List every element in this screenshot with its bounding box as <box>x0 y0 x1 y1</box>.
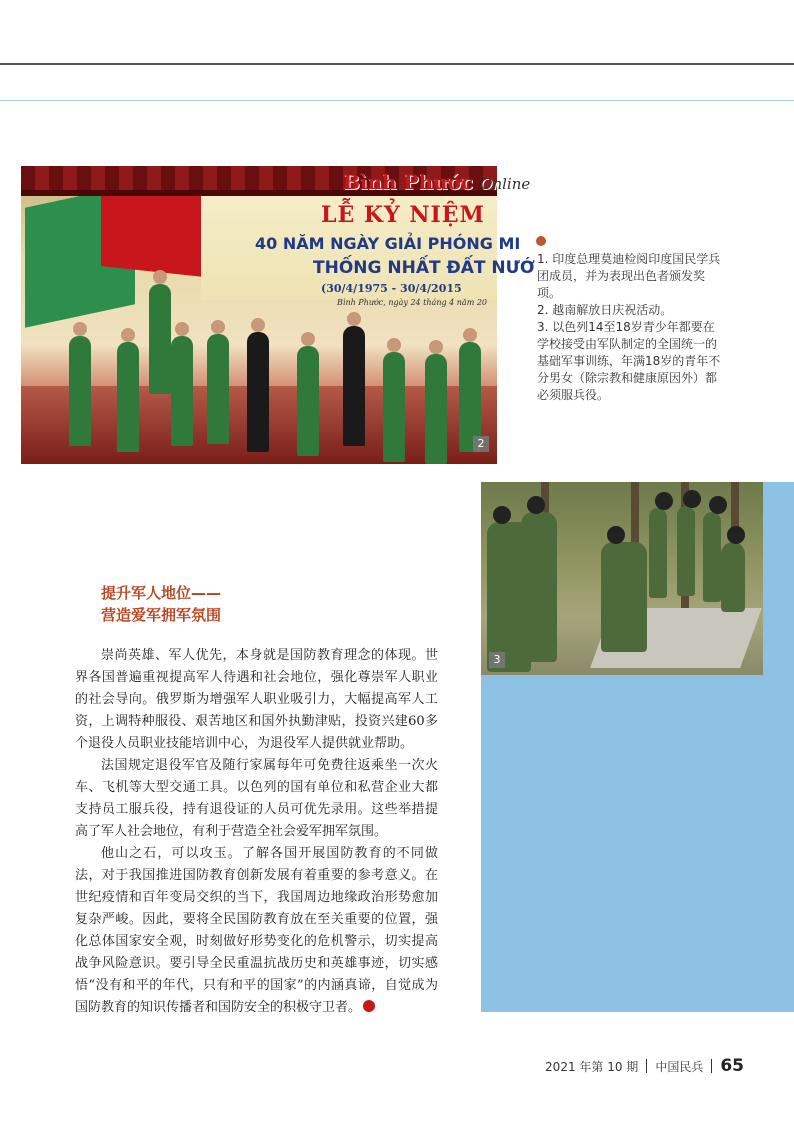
photo-dancer <box>297 346 319 456</box>
article-paragraph <box>75 843 438 1019</box>
photo-banner-line2: 40 NĂM NGÀY GIẢI PHÓNG MI <box>255 234 521 253</box>
photo-dancer <box>117 342 139 452</box>
photo-soldier <box>521 512 557 662</box>
photo-soldier <box>677 506 695 596</box>
caption-item: 2. 越南解放日庆祝活动。 <box>537 303 673 317</box>
photo-captions <box>537 251 723 404</box>
page-number: 65 <box>720 1056 744 1076</box>
photo-soldier <box>703 512 721 602</box>
article-paragraph-text: 他山之石，可以攻玉。了解各国开展国防教育的不同做法，对于我国推进国防教育创新发展有着重要的参考意义。在世纪疫情和百年变局交织的当下，我国周边地缘政治形势愈加复杂严峻。因此，要将全民国防教育放在至关重要的位置，强化总体国家安全观，时刻做好形势变化的危机警示，切实提高战争风险意识。要引导全民重温抗战历史和英雄事迹，切实感悟“没有和平的年代，只有和平的国家”的内涵真谛，自觉成为国防教育的知识传播者和国防安全的积极守卫者。 <box>75 846 438 1015</box>
article-paragraph: 崇尚英雄、军人优先，本身就是国防教育理念的体现。世界各国普遍重视提高军人待遇和社会地位，强化尊崇军人职业的社会导向。俄罗斯为增强军人职业吸引力，大幅提高军人工资，上调特种服役、艰苦地区和国外执勤津贴，投资兴建60多个退役人员职业技能培训中心，为退役军人提供就业帮助。 <box>75 648 438 751</box>
photo-banner-line5: Bình Phước, ngày 24 tháng 4 năm 20 <box>337 298 487 307</box>
article-paragraph: 法国规定退役军官及随行家属每年可免费往返乘坐一次火车、飞机等大型交通工具。以色列的国有单位和私营企业大都支持员工服兵役，持有退役证的人员可优先录用。这些举措提高了军人社会地位，有利于营造全社会爱军拥军氛围。 <box>75 758 438 839</box>
top-rule-light <box>0 100 794 101</box>
footer-magazine: 中国民兵 <box>655 1059 704 1074</box>
photo-number-badge: 3 <box>489 652 505 668</box>
photo-soldier <box>601 542 647 652</box>
end-mark-icon <box>363 1000 375 1012</box>
photo-banner-line1: LỄ KỶ NIỆM <box>321 202 485 228</box>
photo-israel-training <box>481 482 763 675</box>
photo-dancer <box>171 336 193 446</box>
photo-banner-brand: Bình Phước Online <box>343 170 531 194</box>
section-heading-line2: 营造爱军拥军氛围 <box>101 606 222 624</box>
article-body <box>75 645 438 1019</box>
section-heading <box>101 582 221 626</box>
caption-bullet-icon <box>536 236 546 246</box>
section-heading-line1: 提升军人地位—— <box>101 584 222 602</box>
photo-dancer <box>149 284 171 394</box>
top-rule-dark <box>0 63 794 65</box>
photo-banner-line3: THỐNG NHẤT ĐẤT NƯỚ <box>313 258 535 278</box>
photo-dancer <box>425 354 447 464</box>
footer-issue: 2021 年第 10 期 <box>545 1059 639 1074</box>
caption-item: 3. 以色列14至18岁青少年都要在学校接受由军队制定的全国统一的基础军事训练，年满18岁的青年不分男女（除宗教和健康原因外）都必须服兵役。 <box>537 320 721 402</box>
photo-vietnam-celebration <box>21 166 535 464</box>
footer-separator <box>646 1059 647 1073</box>
page-footer <box>545 1056 744 1076</box>
photo-dancer <box>207 334 229 444</box>
photo-dancer <box>69 336 91 446</box>
photo-banner-line4: (30/4/1975 - 30/4/2015 <box>321 282 462 295</box>
photo-dancer <box>383 352 405 462</box>
footer-separator <box>711 1059 712 1073</box>
photo-soldier <box>649 508 667 598</box>
photo-performer-suit <box>247 332 269 452</box>
photo-soldier <box>721 542 745 612</box>
photo-number-badge: 2 <box>473 436 489 452</box>
photo-performer-suit <box>343 326 365 446</box>
caption-item: 1. 印度总理莫迪检阅印度国民学兵团成员，并为表现出色者颁发奖项。 <box>537 252 721 300</box>
